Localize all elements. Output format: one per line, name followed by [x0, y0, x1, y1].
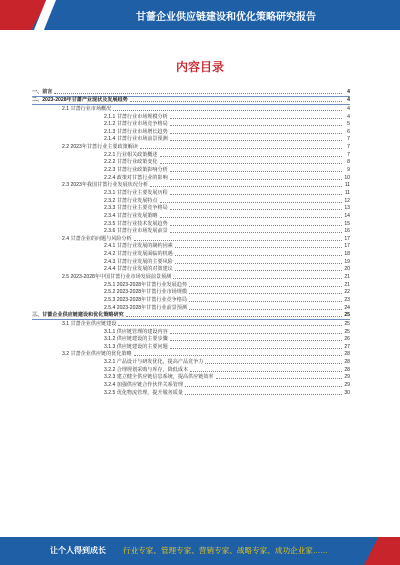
table-of-contents	[32, 88, 350, 397]
toc-entry[interactable]	[32, 189, 350, 197]
toc-entry-page: 28	[344, 366, 350, 373]
toc-entry[interactable]	[32, 258, 350, 266]
toc-entry-label: 3.2.1 产品设计与研发优化，提高产品竞争力	[104, 359, 204, 366]
toc-entry-page: 19	[344, 258, 350, 265]
toc-entry-label: 2.1.4 甘蔷行业市场前景预测	[104, 136, 168, 143]
toc-entry-label: 3.2 甘蔷企业供应链的优化策略	[62, 351, 132, 358]
toc-entry-page: 15	[344, 220, 350, 227]
toc-entry-label: 3.1.3 供应链建设的主要问题	[104, 343, 168, 350]
toc-leader-dots	[170, 339, 342, 341]
toc-entry-label: 3.1.1 供应链管理的建设内容	[104, 328, 168, 335]
toc-entry-page: 7	[347, 136, 350, 143]
toc-entry-label: 2.4.2 甘蔷行业发展面临的机遇	[104, 251, 173, 258]
toc-entry[interactable]	[32, 143, 350, 151]
toc-entry-label: 3.2.2 合理规划采购与库存，降低成本	[104, 366, 189, 373]
toc-entry-page: 12	[344, 197, 350, 204]
header-banner	[0, 0, 400, 30]
toc-entry-page: 28	[344, 351, 350, 358]
toc-entry-label: 2.2.4 政策对甘蔷行业的影响	[104, 174, 168, 181]
toc-leader-dots	[189, 292, 342, 294]
toc-entry-page: 25	[344, 328, 350, 335]
toc-entry[interactable]	[32, 220, 350, 228]
toc-entry-page: 7	[347, 144, 350, 151]
toc-leader-dots	[150, 185, 342, 187]
toc-entry-page: 25	[344, 320, 350, 327]
toc-leader-dots	[216, 377, 342, 379]
toc-leader-dots	[190, 370, 342, 372]
toc-entry-label: 2.2.3 甘蔷行业政策影响分析	[104, 167, 168, 174]
toc-leader-dots	[134, 239, 342, 241]
toc-leader-dots	[175, 246, 342, 248]
toc-entry-label: 2.3.3 甘蔷行业主要竞争格局	[104, 205, 168, 212]
toc-entry-page: 28	[344, 359, 350, 366]
toc-entry[interactable]	[32, 296, 350, 304]
toc-entry-label: 三、甘蔷企业供应链建设和优化策略研究	[32, 312, 124, 319]
toc-entry-page: 7	[347, 151, 350, 158]
toc-entry-label: 2.3 2023年我国甘蔷行业发展状况分析	[62, 182, 149, 189]
toc-entry[interactable]	[32, 266, 350, 274]
toc-leader-dots	[113, 109, 342, 111]
toc-entry[interactable]	[32, 289, 350, 297]
toc-entry-page: 30	[344, 389, 350, 396]
toc-entry[interactable]	[32, 304, 350, 312]
toc-entry-label: 2.4 甘蔷企业的问题与风险分析	[62, 235, 132, 242]
footer-red-corner	[364, 537, 400, 565]
toc-entry-label: 2.4.1 甘蔷行业发展的制约因素	[104, 243, 173, 250]
toc-entry-label: 3.2.4 加强供应链合作伙伴关系管理	[104, 381, 183, 388]
toc-leader-dots	[118, 324, 342, 326]
toc-entry-page: 27	[344, 343, 350, 350]
toc-entry-label: 2.1.3 甘蔷行业市场增长趋势	[104, 128, 168, 135]
toc-leader-dots	[170, 132, 342, 134]
toc-leader-dots	[140, 147, 342, 149]
toc-entry[interactable]	[32, 166, 350, 174]
toc-entry-page: 4	[347, 88, 350, 95]
toc-entry-label: 2.5.4 2023-2028年甘蔷行业前景预测	[104, 304, 187, 311]
toc-leader-dots	[170, 347, 342, 349]
toc-entry-page: 21	[344, 281, 350, 288]
toc-entry[interactable]	[32, 197, 350, 205]
toc-entry[interactable]	[32, 159, 350, 167]
toc-entry-label: 2.4.4 甘蔷行业发展的对策建议	[104, 266, 173, 273]
toc-entry[interactable]	[32, 128, 350, 136]
toc-entry[interactable]	[32, 281, 350, 289]
toc-entry-page: 16	[344, 228, 350, 235]
toc-entry-label: 3.1.2 供应链建设的主要步骤	[104, 336, 168, 343]
toc-entry[interactable]	[32, 374, 350, 382]
toc-entry-label: 2.3.1 甘蔷行业主要发展历程	[104, 189, 168, 196]
toc-entry-label: 2.2.2 甘蔷行业政策变化	[104, 159, 158, 166]
toc-entry-label: 2.2 2023年甘蔷行业主要政策解读	[62, 144, 138, 151]
toc-entry-page: 18	[344, 251, 350, 258]
toc-entry[interactable]	[32, 336, 350, 344]
toc-entry[interactable]	[32, 320, 350, 328]
toc-entry-page: 25	[344, 312, 350, 319]
toc-entry[interactable]	[32, 151, 350, 159]
toc-entry[interactable]	[32, 235, 350, 243]
toc-entry-page: 9	[347, 167, 350, 174]
report-title: 甘蔷企业供应链建设和优化策略研究报告	[136, 12, 316, 23]
toc-heading: 内容目录	[175, 60, 224, 74]
toc-entry-label: 2.1.2 甘蔷行业市场竞争格局	[104, 121, 168, 128]
toc-leader-dots	[170, 139, 342, 141]
toc-entry[interactable]	[32, 228, 350, 236]
toc-entry[interactable]	[32, 243, 350, 251]
toc-leader-dots	[160, 201, 343, 203]
toc-entry-label: 二、2023-2028年甘蔷产业现状及发展趋势	[32, 97, 128, 104]
toc-entry[interactable]	[32, 343, 350, 351]
toc-entry-page: 4	[347, 97, 350, 104]
toc-leader-dots	[170, 178, 342, 180]
toc-entry-page: 26	[344, 336, 350, 343]
toc-leader-dots	[170, 332, 342, 334]
toc-entry-label: 3.2.5 优化物流管理，提升服务质量	[104, 389, 183, 396]
toc-leader-dots	[160, 155, 343, 157]
toc-leader-dots	[175, 269, 342, 271]
toc-entry-label: 2.1 甘蔷行业市场概况	[62, 105, 112, 112]
toc-entry-page: 20	[344, 266, 350, 273]
toc-entry[interactable]	[32, 366, 350, 374]
footer-roles: 行业专家、管理专家、营销专家、战略专家、成功企业家……	[123, 546, 329, 555]
toc-leader-dots	[205, 362, 342, 364]
toc-entry[interactable]	[32, 351, 350, 359]
toc-entry[interactable]	[32, 97, 350, 106]
toc-entry-page: 5	[347, 121, 350, 128]
toc-entry-label: 2.5.3 2023-2028年甘蔷行业竞争格局	[104, 296, 187, 303]
toc-entry-label: 2.4.3 甘蔷行业发展的主要风险	[104, 258, 173, 265]
toc-leader-dots	[175, 254, 342, 256]
toc-entry[interactable]	[32, 273, 350, 281]
toc-leader-dots	[185, 385, 342, 387]
toc-entry-page: 8	[347, 159, 350, 166]
toc-leader-dots	[170, 231, 342, 233]
toc-entry[interactable]	[32, 328, 350, 336]
toc-leader-dots	[189, 300, 342, 302]
toc-leader-dots	[189, 285, 342, 287]
toc-entry-page: 4	[347, 113, 350, 120]
toc-entry-label: 2.3.4 甘蔷行业发展策略	[104, 212, 158, 219]
toc-entry-page: 23	[344, 296, 350, 303]
toc-leader-dots	[170, 117, 342, 119]
toc-entry-label: 2.3.5 甘蔷行业技术发展趋势	[104, 220, 168, 227]
toc-entry[interactable]	[32, 105, 350, 113]
toc-entry[interactable]	[32, 182, 350, 190]
toc-entry[interactable]	[32, 113, 350, 121]
toc-entry-page: 17	[344, 235, 350, 242]
toc-entry-label: 2.5.1 2023-2028年甘蔷行业发展趋势	[104, 281, 187, 288]
toc-entry-page: 13	[344, 205, 350, 212]
footer-banner	[0, 537, 400, 565]
toc-leader-dots	[173, 277, 342, 279]
toc-entry[interactable]	[32, 250, 350, 258]
toc-leader-dots	[185, 393, 342, 395]
toc-leader-dots	[160, 216, 343, 218]
toc-entry[interactable]	[32, 212, 350, 220]
toc-entry-label: 2.3.6 甘蔷行业市场发展前景	[104, 228, 168, 235]
toc-entry[interactable]	[32, 121, 350, 129]
toc-entry-page: 4	[347, 105, 350, 112]
toc-leader-dots	[54, 92, 342, 94]
toc-leader-dots	[189, 308, 342, 310]
toc-entry-page: 17	[344, 243, 350, 250]
toc-entry-page: 10	[344, 174, 350, 181]
toc-leader-dots	[160, 162, 343, 164]
toc-entry[interactable]	[32, 389, 350, 397]
toc-leader-dots	[126, 315, 342, 317]
toc-leader-dots	[170, 193, 342, 195]
toc-entry-page: 21	[344, 274, 350, 281]
toc-entry-page: 29	[344, 381, 350, 388]
toc-entry[interactable]	[32, 88, 350, 97]
toc-entry[interactable]	[32, 174, 350, 182]
toc-entry-label: 2.5 2023-2028年中国甘蔷行业市场发展前景预测	[62, 274, 172, 281]
toc-entry-label: 2.5.2 2023-2028年甘蔷行业市场规模	[104, 289, 187, 296]
toc-leader-dots	[134, 354, 342, 356]
toc-entry[interactable]	[32, 358, 350, 366]
toc-entry-label: 一、前言	[32, 88, 53, 95]
toc-entry-label: 3.1 甘蔷企业供应链建设	[62, 320, 117, 327]
toc-entry-label: 2.3.2 甘蔷行业发展特点	[104, 197, 158, 204]
toc-entry-page: 14	[344, 212, 350, 219]
toc-entry-page: 6	[347, 128, 350, 135]
toc-entry-page: 11	[344, 182, 350, 189]
toc-leader-dots	[170, 170, 342, 172]
toc-entry-page: 22	[344, 289, 350, 296]
toc-leader-dots	[170, 208, 342, 210]
toc-leader-dots	[170, 224, 342, 226]
toc-entry-page: 29	[344, 374, 350, 381]
toc-entry[interactable]	[32, 136, 350, 144]
toc-entry-page: 24	[344, 304, 350, 311]
toc-leader-dots	[130, 100, 342, 102]
toc-leader-dots	[175, 262, 342, 264]
toc-entry-label: 3.2.3 建立健全供应链信息系统，提高供应链效率	[104, 374, 214, 381]
toc-entry[interactable]	[32, 205, 350, 213]
footer-slogan: 让个人得到成长	[50, 546, 106, 555]
toc-entry-label: 2.2.1 行业相关政策概述	[104, 151, 158, 158]
toc-entry[interactable]	[32, 312, 350, 321]
toc-entry-label: 2.1.1 甘蔷行业市场规模分析	[104, 113, 168, 120]
toc-entry-page: 11	[344, 189, 350, 196]
toc-leader-dots	[170, 124, 342, 126]
toc-entry[interactable]	[32, 381, 350, 389]
